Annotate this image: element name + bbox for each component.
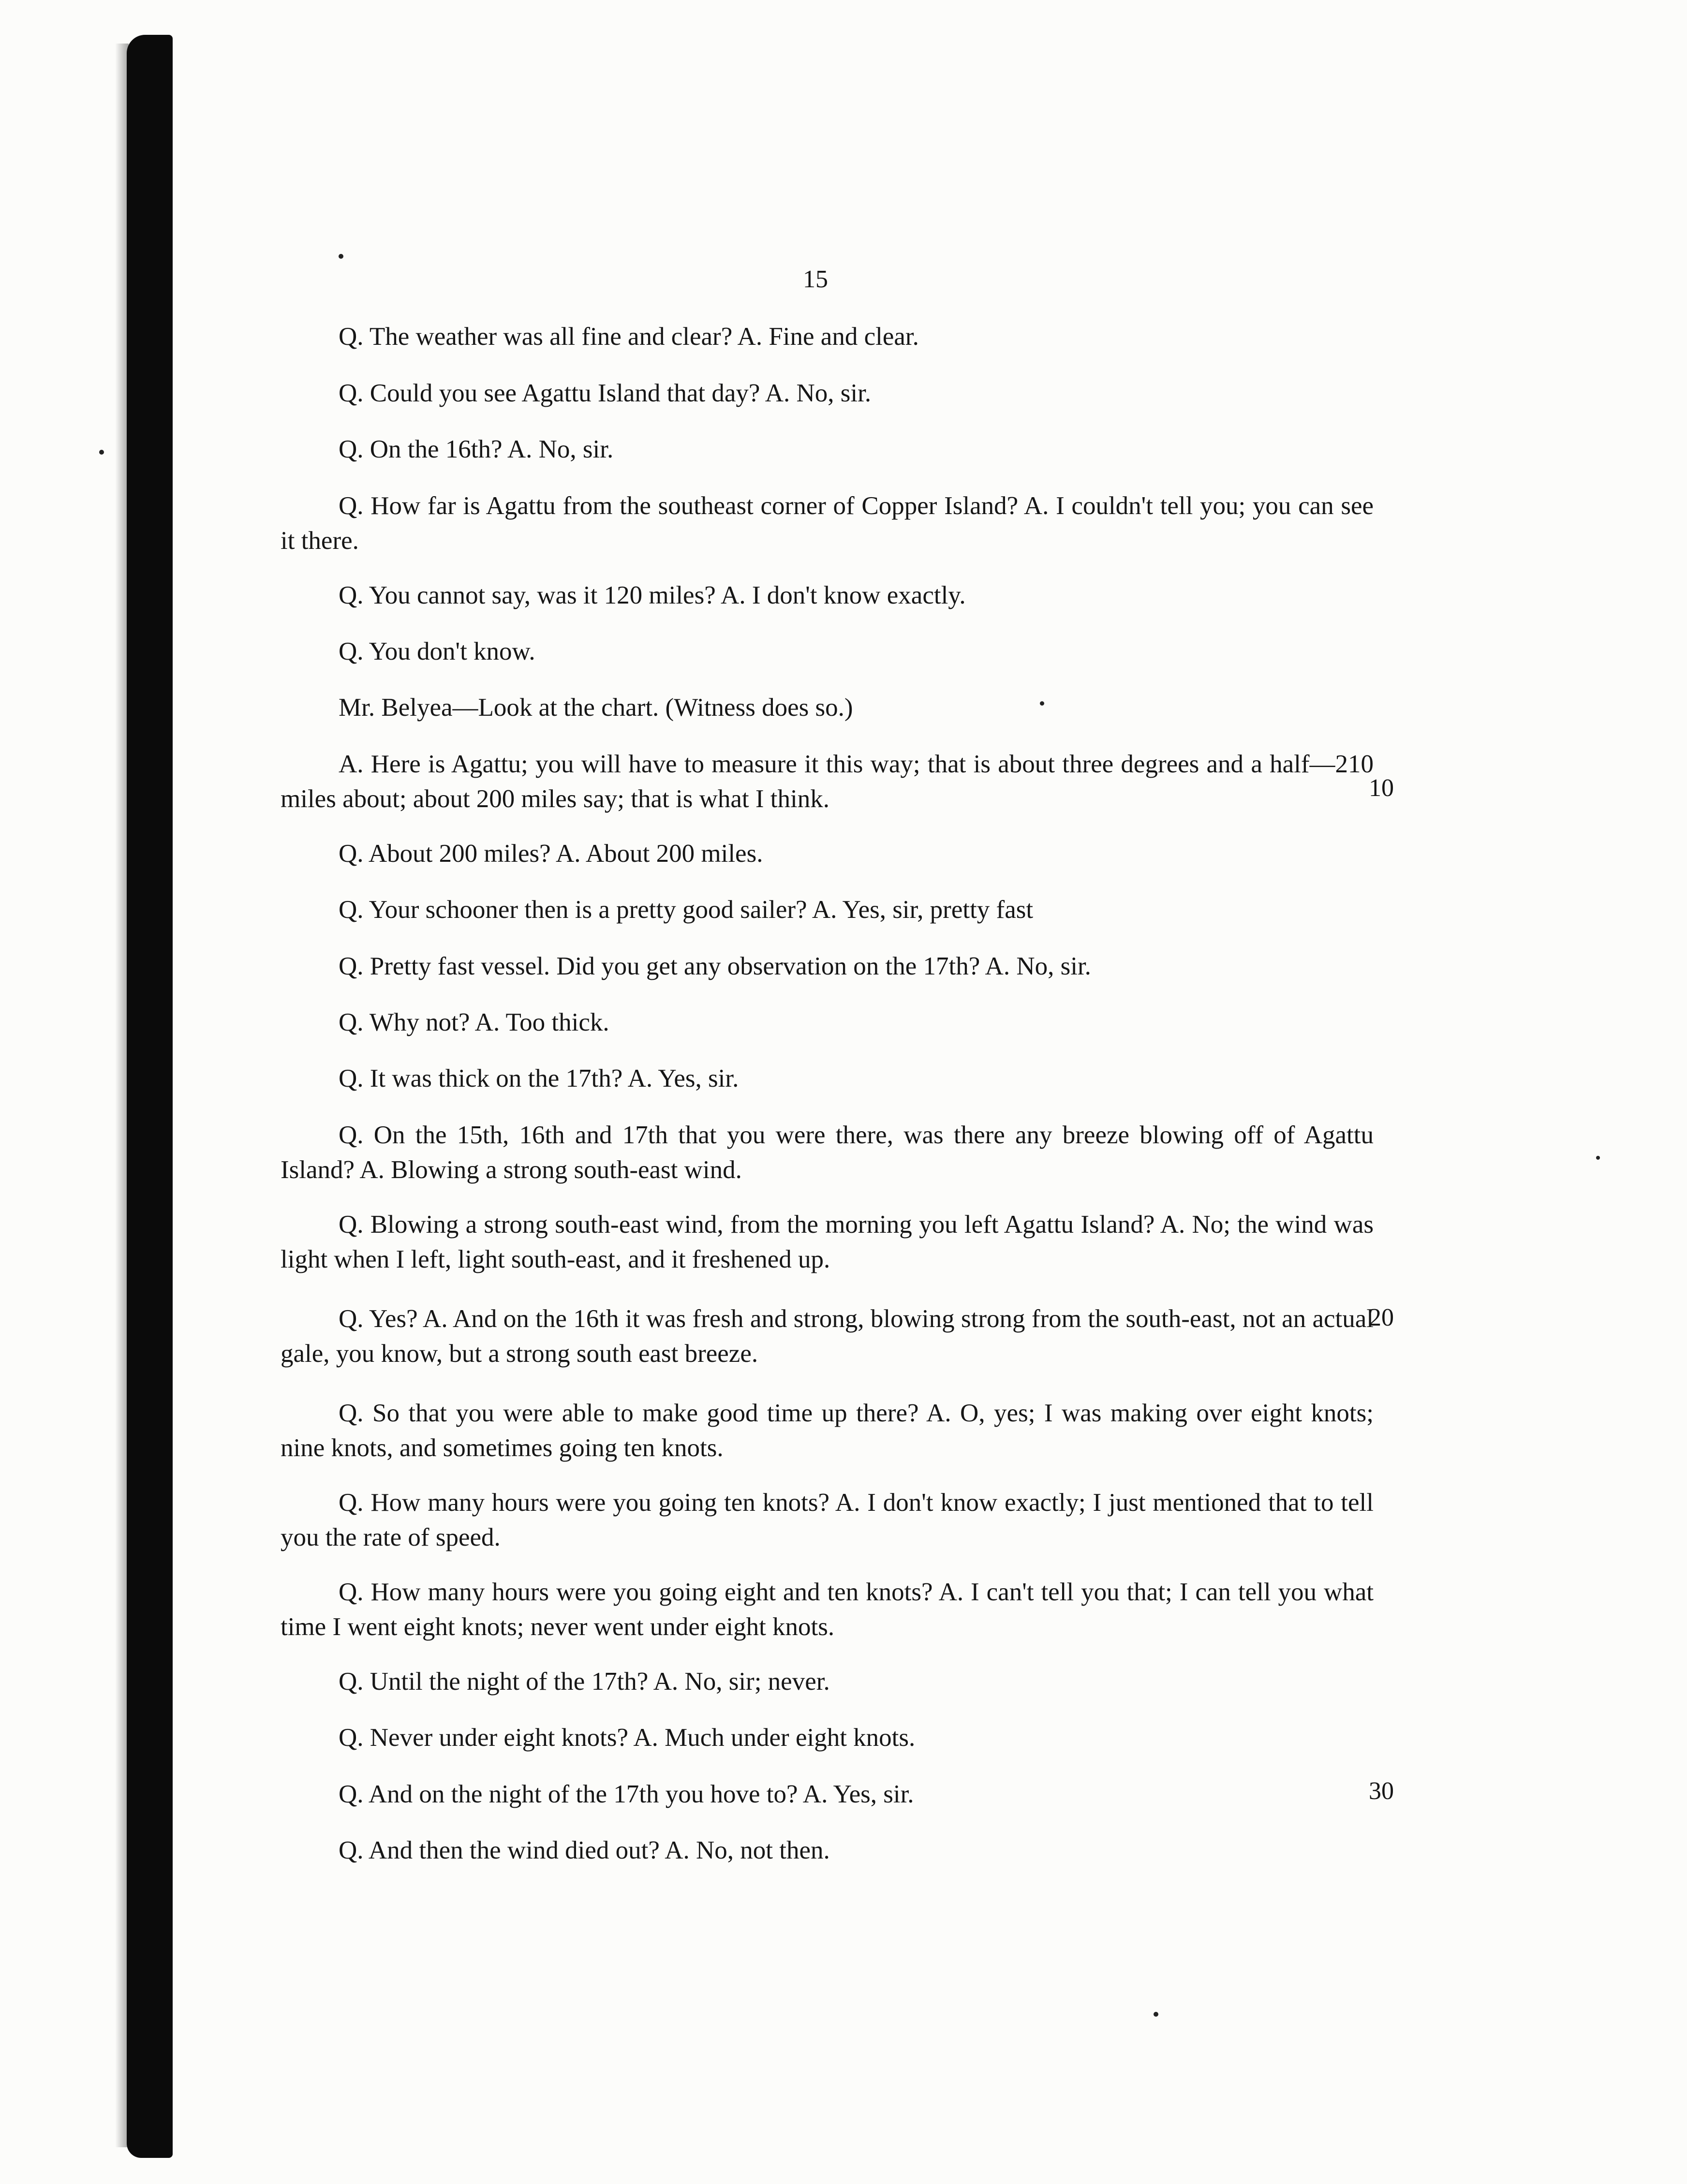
qa-paragraph: Q. And then the wind died out? A. No, not then. bbox=[339, 1836, 830, 1864]
qa-paragraph: Q. Could you see Agattu Island that day? A. No, sir. bbox=[339, 379, 872, 407]
qa-paragraph: Q. About 200 miles? A. About 200 miles. bbox=[339, 840, 763, 868]
qa-paragraph: Q. Pretty fast vessel. Did you get any observation on the 17th? A. No, sir. bbox=[339, 952, 1091, 980]
qa-paragraph: Q. How many hours were you going eight and ten knots? A. I can't tell you that; I can tell you what time I went eight knots; never went under eight knots. bbox=[281, 1578, 1374, 1641]
speaker-paragraph: Mr. Belyea—Look at the chart. (Witness does so.) bbox=[339, 694, 853, 722]
book-binding bbox=[127, 35, 173, 2158]
qa-paragraph: Q. How far is Agattu from the southeast corner of Copper Island? A. I couldn't tell you; you can see it there. bbox=[281, 492, 1374, 555]
scan-speck bbox=[1154, 2012, 1158, 2017]
qa-paragraph: Q. Until the night of the 17th? A. No, sir; never. bbox=[339, 1668, 830, 1696]
scan-speck bbox=[1596, 1156, 1600, 1160]
scan-speck bbox=[1040, 701, 1044, 706]
qa-paragraph: Q. On the 15th, 16th and 17th that you were there, was there any breeze blowing off of Agattu Island? A. Blowing a strong south-east wind. bbox=[281, 1121, 1374, 1184]
line-number: 20 bbox=[1369, 1304, 1394, 1331]
qa-paragraph: Q. Your schooner then is a pretty good sailer? A. Yes, sir, pretty fast bbox=[339, 896, 1034, 924]
page-number: 15 bbox=[803, 266, 828, 293]
scan-speck bbox=[99, 450, 104, 455]
qa-paragraph: Q. Never under eight knots? A. Much under eight knots. bbox=[339, 1724, 916, 1752]
qa-paragraph: Q. You cannot say, was it 120 miles? A. I don't know exactly. bbox=[339, 581, 966, 609]
qa-paragraph: Q. You don't know. bbox=[339, 637, 535, 665]
qa-paragraph: Q. Yes? A. And on the 16th it was fresh and strong, blowing strong from the south-east, not an actual gale, you know, but a strong south east breeze. bbox=[281, 1305, 1374, 1368]
qa-paragraph: Q. How many hours were you going ten knots? A. I don't know exactly; I just mentioned that to tell you the rate of speed. bbox=[281, 1489, 1374, 1551]
scan-speck bbox=[339, 254, 343, 259]
qa-paragraph: A. Here is Agattu; you will have to measure it this way; that is about three degrees and a half—210 miles about; about 200 miles say; that is what I think. bbox=[281, 750, 1374, 813]
qa-paragraph: Q. It was thick on the 17th? A. Yes, sir. bbox=[339, 1064, 739, 1092]
qa-paragraph: Q. On the 16th? A. No, sir. bbox=[339, 435, 614, 463]
qa-paragraph: Q. Why not? A. Too thick. bbox=[339, 1008, 609, 1036]
qa-paragraph: Q. Blowing a strong south-east wind, from the morning you left Agattu Island? A. No; the wind was light when I left, light south-east, and it freshened up. bbox=[281, 1210, 1374, 1273]
qa-paragraph: Q. And on the night of the 17th you hove to? A. Yes, sir. bbox=[339, 1780, 914, 1808]
qa-paragraph: Q. So that you were able to make good time up there? A. O, yes; I was making over eight knots; nine knots, and sometimes going ten knots. bbox=[281, 1399, 1374, 1462]
line-number: 10 bbox=[1369, 774, 1394, 802]
line-number: 30 bbox=[1369, 1777, 1394, 1805]
qa-paragraph: Q. The weather was all fine and clear? A. Fine and clear. bbox=[339, 323, 919, 351]
